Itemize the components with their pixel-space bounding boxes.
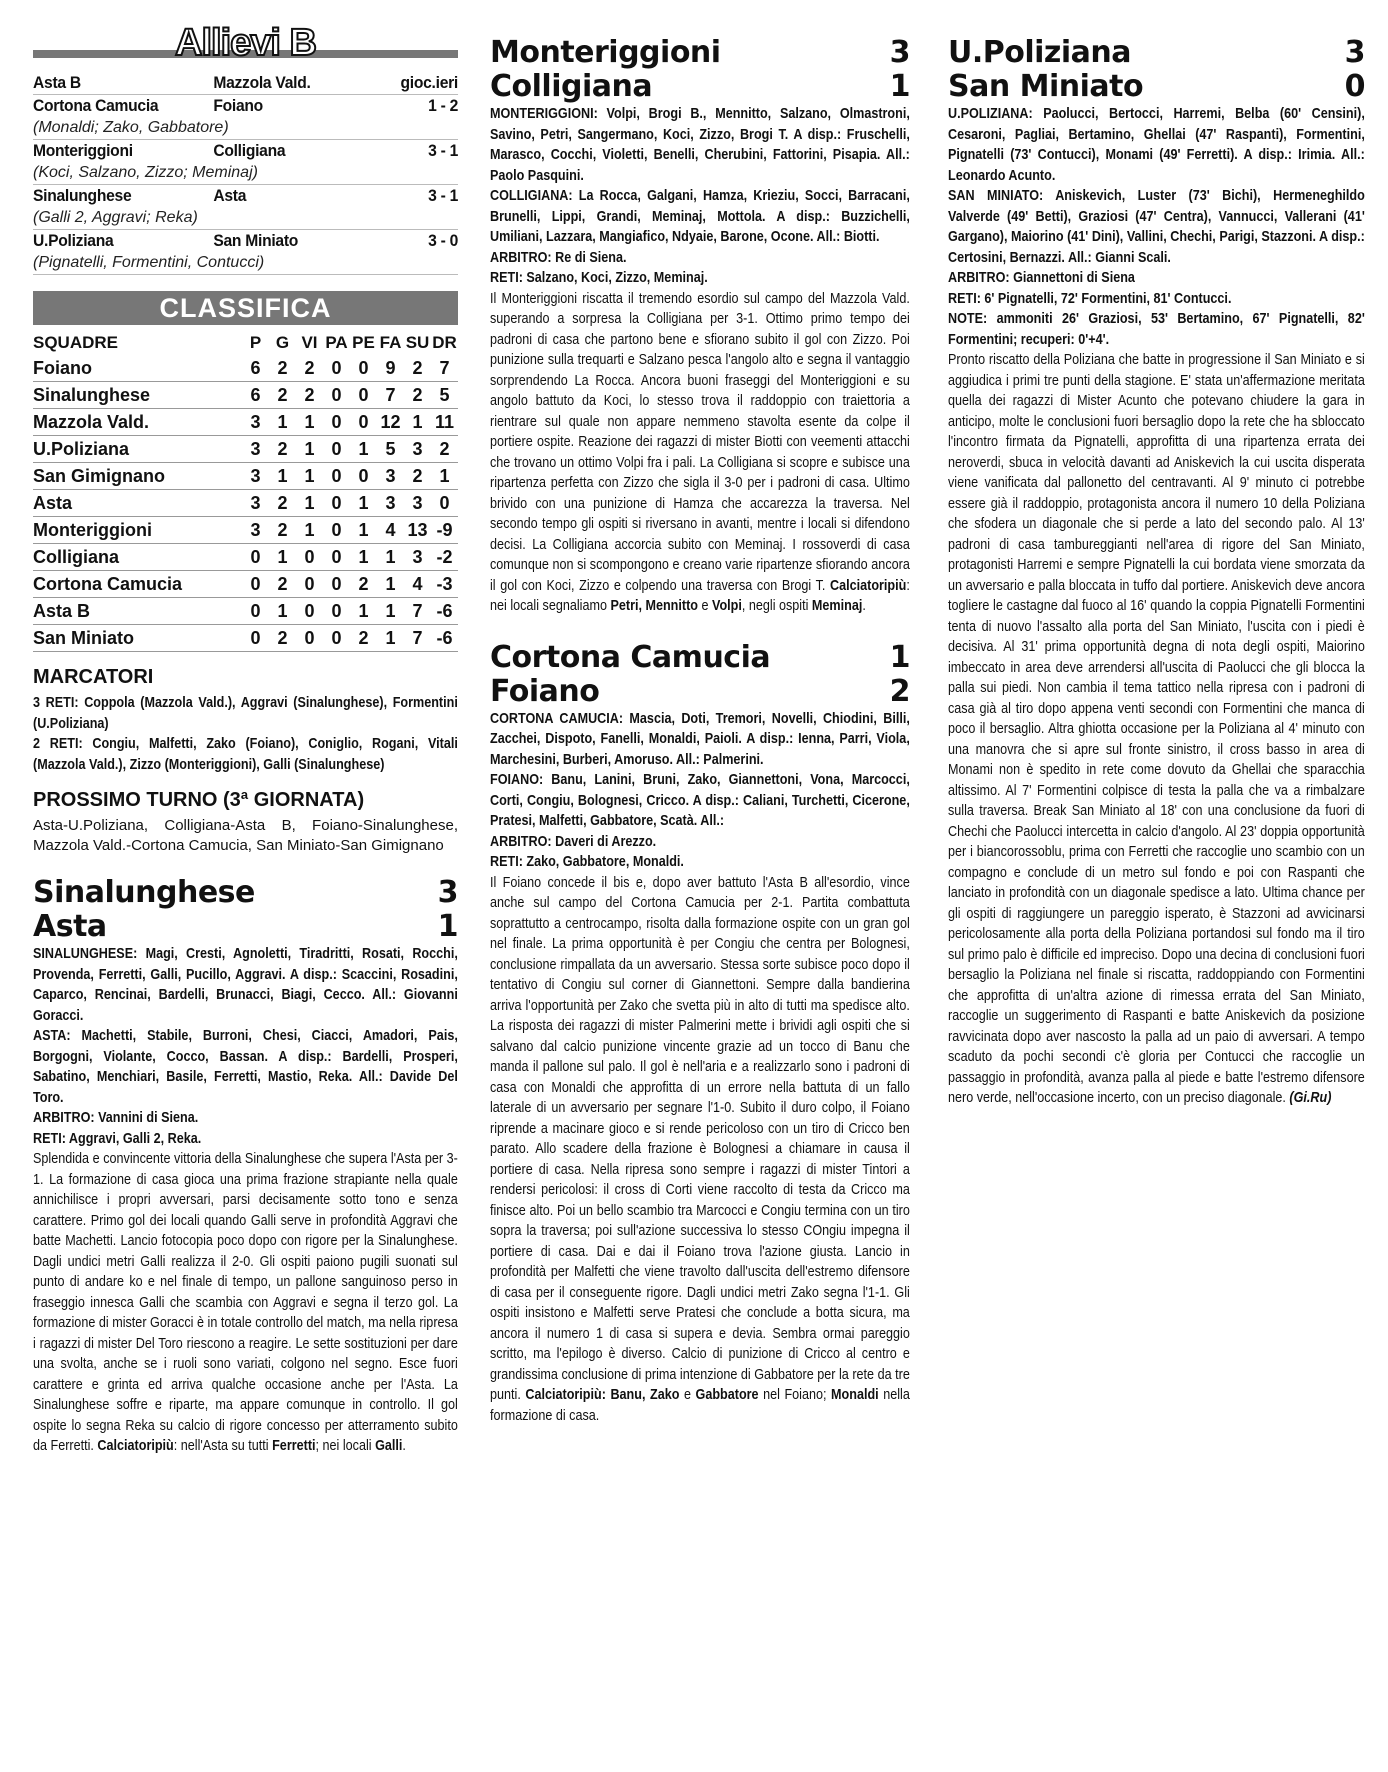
standings-cell: 2 [350, 571, 377, 598]
standings-col-header: PA [325, 333, 348, 352]
team-name: Foiano [33, 355, 242, 382]
team-name: Mazzola Vald. [33, 409, 242, 436]
away-team: Foiano [490, 673, 600, 709]
result-row [33, 185, 458, 207]
standings-row [33, 490, 458, 517]
match-report-sinalunghese [33, 876, 458, 1457]
standings-col-header: FA [379, 333, 402, 352]
result-home: Asta B [33, 73, 81, 92]
standings-cell: 1 [296, 409, 323, 436]
home-lineup: U.POLIZIANA: Paolucci, Bertocci, Harremi, Belba (60' Censini), Cesaroni, Pagliai, Bertamino, Ghellai (47' Raspanti), Formentini, Pignatelli (73' Contucci), Monami (49' Ferretti). A disp.: Irimia. All.: Leonardo Acunto. [948, 105, 1365, 184]
standings-cell: 1 [296, 517, 323, 544]
standings-cell: 3 [404, 436, 431, 463]
result-scorers: (Monaldi; Zako, Gabbatore) [33, 117, 458, 140]
goals: RETI: Zako, Gabbatore, Monaldi. [490, 853, 684, 870]
team-name: Asta B [33, 598, 242, 625]
standings-col-header: SU [405, 333, 430, 352]
standings-cell: 0 [323, 598, 350, 625]
standings-cell: 0 [323, 490, 350, 517]
standings-cell: 2 [404, 463, 431, 490]
match-home-line [33, 876, 458, 910]
standings-col-header: PE [352, 333, 375, 352]
standings-cell: 2 [269, 355, 296, 382]
classifica-heading: CLASSIFICA [33, 291, 458, 325]
standings-col-header: G [275, 333, 290, 352]
standings-row [33, 409, 458, 436]
standings-cell: 1 [350, 544, 377, 571]
standings-row [33, 598, 458, 625]
standings-cell: 13 [404, 517, 431, 544]
standings-cell: 1 [431, 463, 458, 490]
prossimo-text: Asta-U.Poliziana, Colligiana-Asta B, Foiano-Sinalunghese, Mazzola Vald.-Cortona Camucia, San Miniato-San Gimignano [33, 817, 458, 854]
away-score: 0 [1344, 69, 1365, 104]
column-left [33, 22, 459, 1457]
result-away: Asta [213, 186, 247, 205]
standings-col-header: VI [301, 333, 318, 352]
home-score: 1 [889, 639, 910, 675]
goals: RETI: Aggravi, Galli 2, Reka. [33, 1129, 202, 1147]
standings-cell: 2 [269, 490, 296, 517]
away-lineup: FOIANO: Banu, Lanini, Bruni, Zako, Giannettoni, Vona, Marcocci, Corti, Congiu, Bolognesi, Cricco. A disp.: Caliani, Turchetti, Cicerone, Pratesi, Malfetti, Gabbatore, Scatà. All.: [490, 771, 910, 829]
result-home: Monteriggioni [33, 141, 133, 160]
standings-cell: 5 [377, 436, 404, 463]
home-lineup: CORTONA CAMUCIA: Mascia, Doti, Tremori, Novelli, Chiodini, Billi, Zacchei, Dispoto, Fanelli, Monaldi, Paioli. A disp.: Ienna, Parri, Viola, Marchesini, Burberi, Amoruso. All.: Palmerini. [490, 709, 910, 768]
away-score: 1 [437, 909, 458, 944]
result-row [33, 230, 458, 252]
standings-cell: 2 [269, 571, 296, 598]
standings-cell: 0 [350, 463, 377, 490]
match-home-line [490, 641, 910, 675]
standings-cell: 0 [323, 517, 350, 544]
standings-cell: 0 [296, 571, 323, 598]
home-team: U.Poliziana [948, 35, 1132, 70]
standings-cell: -3 [431, 571, 458, 598]
standings-cell: 1 [269, 544, 296, 571]
home-lineup: SINALUNGHESE: Magi, Cresti, Agnoletti, Tiradritti, Rosati, Rocchi, Provenda, Ferretti, Galli, Pucillo, Aggravi. A disp.: Scaccini, Rosadini, Caparco, Rencinai, Bardelli, Brunacci, Biagi, Cecco. All.: Giovanni Goracci. [33, 945, 458, 1024]
standings-cell: 1 [350, 490, 377, 517]
column-right [948, 30, 1365, 1109]
match-article: Il Foiano concede il bis e, dopo aver battuto l'Asta B all'esordio, vince anche sul campo del Cortona Camucia per 2-1. Partita combattuta soprattutto a centrocampo, risolta dalla formazione ospite con un gran gol nel finale. La prima opportunità è per Congiu che centra per Bolognesi, conclusione rimpallata da un avversario. Stessa sorte subisce poco dopo il tentativo di Congiu sul corner di Giannettoni. Sempre dalla bandierina arriva l'opportunità per Zako che svetta più in alto di tutti ma spedisce alto. La risposta dei ragazzi di mister Palmerini mette i brividi agli ospiti che si salvano dal calcio punizione vincente grazie ad un tocco di Banu che manda il pallone sul palo. Il gol è nell'aria e a realizzarlo sono i padroni di casa con Monaldi che approfitta di un errore nella battuta di un fallo laterale di un avversario per segnare l'1-0. Subito il duro colpo, il Foiano riprende a macinare gioco e si rende pericoloso con un tiro di Cricco ben parato. Allo scadere della frazione è Bolognesi a chiamare in causa il portiere di casa. Nella ripresa sono sempre i ragazzi di mister Tintori a rendersi pericolosi: il cross di Corti viene raccolto di testa da Cricco ma finisce alto. Poi un bello scambio tra Marcocci e Congiu termina con un tiro sopra la traversa; poi sull'azione successiva lo stesso COngiu impegna il portiere di casa. Dai e dai il Foiano trova l'azione giusta. Lancio in profondità per Malfetti che viene travolto dall'uscita dell'estremo difensore di casa per il conseguente rigore. Dagli undici metri Zako segna l'1-1. Gli ospiti insistono e Malfetti serve Pratesi che conclude a botta sicura, ma ancora il numero 1 di casa si supera e devia. Sembra ormai pareggio scritto, ma l'epilogo è diverso. Calcio di punizione di Cricco al centro e grandissima conclusione di prima intenzione di Gabbatore per la rete da tre punti. Calciatoripiù: Banu, Zako e Gabbatore nel Foiano; Monaldi nella formazione di casa. [490, 873, 910, 1424]
match-article: Splendida e convincente vittoria della Sinalunghese che supera l'Asta per 3-1. La formazione di casa gioca una prima frazione strapiante nella quale annichilisce i propri avversari, parsi decisamente sotto tono e senza carattere. Primo gol dei locali quando Galli serve in profondità Aggravi che batte Machetti. Lancio fotocopia poco dopo con rigore per la Sinalunghese. Dagli undici metri Galli realizza il 2-0. Gli ospiti paiono pugili suonati sul punto di andare ko e nel finale di tempo, un pallone sanguinoso perso in fraseggio innesca Galli che scambia con Aggravi e segna il terzo gol. La formazione di mister Goracci è in totale controllo del match, ma nella ripresa i ragazzi di mister Del Toro riescono a reagire. Le sette sostituzioni per dare una svolta, anche se i ruoli sono variati, colgono nel segno. Esce fuori carattere e grinta ed arriva qualche occasione anche per l'Asta. La Sinalunghese soffre e riparte, ma appare comunque in controllo. Il gol ospite lo segna Reka su calcio di rigore concesso per atterramento subito da Ferretti. Calciatoripiù: nell'Asta su tutti Ferretti; nei locali Galli. [33, 1150, 458, 1454]
standings-cell: 0 [350, 409, 377, 436]
match-report-poliziana [948, 36, 1365, 1109]
standings-row [33, 625, 458, 652]
prossimo-heading: PROSSIMO TURNO (3ª GIORNATA) [33, 789, 365, 811]
standings-cell: 6 [242, 355, 269, 382]
notes: NOTE: ammoniti 26' Graziosi, 53' Bertamino, 67' Pignatelli, 82' Formentini; recuperi: 0'+4'. [948, 310, 1365, 348]
team-name: San Gimignano [33, 463, 242, 490]
referee: ARBITRO: Daveri di Arezzo. [490, 832, 657, 850]
home-score: 3 [889, 35, 910, 70]
standings-cell: 2 [431, 436, 458, 463]
section-banner [33, 22, 458, 64]
standings-cell: 6 [242, 382, 269, 409]
standings-row [33, 355, 458, 382]
home-team: Cortona Camucia [490, 639, 771, 675]
match-report-monteriggioni [490, 36, 910, 617]
standings-cell: 1 [377, 625, 404, 652]
standings-cell: 1 [296, 490, 323, 517]
standings-cell: 1 [296, 436, 323, 463]
standings-cell: 2 [269, 382, 296, 409]
away-score: 1 [889, 69, 910, 104]
result-home: Cortona Camucia [33, 96, 159, 115]
referee: ARBITRO: Vannini di Siena. [33, 1109, 199, 1126]
standings-cell: 0 [431, 490, 458, 517]
standings-col-header: DR [432, 333, 457, 352]
standings-cell: 3 [377, 490, 404, 517]
standings-cell: 0 [323, 463, 350, 490]
standings-cell: 0 [242, 598, 269, 625]
standings-row [33, 382, 458, 409]
away-score: 2 [889, 673, 910, 709]
home-score: 3 [437, 875, 458, 910]
result-score: 1 - 2 [428, 96, 459, 115]
standings-row [33, 436, 458, 463]
standings-cell: 9 [377, 355, 404, 382]
standings-cell: 3 [242, 517, 269, 544]
standings-cell: 5 [431, 382, 458, 409]
result-away: San Miniato [213, 231, 299, 250]
standings-cell: 7 [431, 355, 458, 382]
signature: (Gi.Ru) [1289, 1089, 1332, 1106]
result-score: 3 - 1 [428, 186, 459, 205]
standings-cell: 0 [323, 571, 350, 598]
standings-cell: 7 [404, 598, 431, 625]
referee: ARBITRO: Re di Siena. [490, 248, 627, 266]
team-name: Asta [33, 490, 242, 517]
match-report-cortona [490, 641, 910, 1427]
match-away-line [490, 675, 910, 709]
results-list [33, 72, 458, 275]
standings-cell: -6 [431, 598, 458, 625]
standings-row [33, 571, 458, 598]
standings-cell: 2 [404, 355, 431, 382]
standings-cell: 3 [404, 544, 431, 571]
standings-cell: 3 [242, 490, 269, 517]
standings-cell: 1 [377, 598, 404, 625]
standings-row [33, 544, 458, 571]
home-score: 3 [1344, 35, 1365, 70]
standings-cell: 1 [350, 598, 377, 625]
result-score: gioc.ieri [400, 73, 459, 92]
result-away: Foiano [213, 96, 263, 115]
standings-cell: 4 [377, 517, 404, 544]
result-scorers: (Koci, Salzano, Zizzo; Meminaj) [33, 162, 458, 185]
standings-table [33, 331, 458, 652]
standings-cell: 12 [377, 409, 404, 436]
marcatori-heading: MARCATORI [33, 666, 154, 688]
result-row [33, 72, 458, 95]
standings-cell: 2 [296, 355, 323, 382]
away-team: Asta [33, 909, 107, 944]
standings-row [33, 517, 458, 544]
match-article: Il Monteriggioni riscatta il tremendo esordio sul campo del Mazzola Vald. superando a sorpresa la Colligiana per 3-1. Ottimo primo tempo dei padroni di casa che partono bene e sfiorano subito il gol con Zizzo. Poi punizione sulla trequarti e Salzano pesca l'angolo alto e segna il vantaggio sorprendendo La Rocca. Ancora buoni fraseggi del Monteriggioni e su angolo battuto da Koci, lo stesso trova il raddoppio con traiettoria a rientrare sul quale non appare nemmeno stavolta esente da colpe il portiere ospite. Reazione dei ragazzi di mister Biotti con veementi attacchi che trovano un ottimo Volpi fra i pali. La Colligiana si scopre e subisce una ripartenza perfetta con Zizzo che sigla il 3-0 per i padroni di casa. Ultimo brivido con una punizione di Hamza che accarezza la traversa. Nel secondo tempo gli ospiti si riversano in avanti, mentre i locali si difendono decisi. La Colligiana accorcia subito con Meminaj. I rossoverdi di casa comunque non si scompongono e creano varie ripartenze sfiorando ancora il gol con Koci, Zizzo e colpendo una traversa con Brogi T. Calciatoripiù: nei locali segnaliamo Petri, Mennitto e Volpi, negli ospiti Meminaj. [490, 289, 910, 614]
match-away-line [33, 910, 458, 944]
standings-col-header: P [249, 333, 262, 352]
standings-cell: 0 [296, 598, 323, 625]
team-name: U.Poliziana [33, 436, 242, 463]
team-name: Monteriggioni [33, 517, 242, 544]
result-scorers: (Pignatelli, Formentini, Contucci) [33, 252, 458, 275]
home-team: Sinalunghese [33, 875, 255, 910]
team-name: Colligiana [33, 544, 242, 571]
standings-cell: 0 [296, 625, 323, 652]
standings-cell: 1 [404, 409, 431, 436]
result-score: 3 - 0 [428, 231, 459, 250]
match-away-line [948, 70, 1365, 104]
column-middle [490, 30, 910, 1426]
standings-cell: 3 [377, 463, 404, 490]
result-score: 3 - 1 [428, 141, 459, 160]
standings-cell: 1 [269, 463, 296, 490]
away-lineup: COLLIGIANA: La Rocca, Galgani, Hamza, Krieziu, Socci, Barracani, Brunelli, Lippi, Grandi, Meminaj, Mottola. A disp.: Buzzichelli, Umiliani, Lazzara, Mangiafico, Ndyaie, Barone, Ocone. All.: Biotti. [490, 187, 910, 245]
standings-cell: 0 [323, 544, 350, 571]
standings-cell: 0 [242, 544, 269, 571]
team-name: San Miniato [33, 625, 242, 652]
away-team: Colligiana [490, 69, 653, 104]
page-title: Allievi B [175, 22, 316, 64]
standings-cell: 3 [404, 490, 431, 517]
standings-cell: 0 [323, 355, 350, 382]
result-away: Colligiana [213, 141, 286, 160]
match-article: Pronto riscatto della Poliziana che batte in progressione il San Miniato e si aggiudica i primi tre punti della stagione. E' stata un'affermazione meritata quella dei ragazzi di Mister Acunto che potevano chiudere la gara in anticipo, molte le conclusioni fuori bersaglio dopo la rete che ha sbloccato l'incontro firmata da Pignatelli, approfitta di una ripartenza errata dei neroverdi, sbuca in velocità davanti ad Aniskevich la cui uscita disperata viene vanificata dal pallonetto del centravanti. Al 9' minuto ci potrebbe essere già il raddoppio, protagonista ancora il numero 10 della Poliziana che sfodera un diagonale che si perde a lato del secondo palo. Al 13' padroni di casa tambureggianti nell'area di rigore del San Miniato, protagonisti Harremi e sempre Pignatelli la cui bordata viene smorzata da un avversario e palla bloccata in tuffo dal portiere. Aniskevich deve ancora togliere le castagne dal fuoco al 16' quando la coppia Pignatelli Formentini tenta di nuovo l'assalto alla porta del San Miniato, l'uscita con i piedi è decisiva. Al 31' prima opportunità degna di nota degli ospiti, Maiorino imbeccato in area deve arrendersi all'uscita di Paolucci che gli blocca la palla sui piedi. Non cambia il tema tattico nella ripresa con i padroni di casa già al tiro dopo appena venti secondi con Formentini che manca di poco il bersaglio. Altra ghiotta occasione per la Poliziana al 4' minuto con una manovra che si apre sul fronte sinistro, il cross basso in area di Monami non è spedito in rete come dovuto da Ghellai che sparacchia altissimo. Al 7' Formentini colpisce di testa la palla che va a rimbalzare sulla traversa. Break San Miniato al 18' con una conclusione da fuori di Chechi che Paolucci intercetta in calcio d'angolo. Al 23' doppia opportunità per i biancorossoblu, prima con Ferretti che raccoglie uno scambio con un compagno e conclude di un metro sul fondo e poi con Raspanti che lanciato in profondità con un diagonale spedisce a lato. Ultima chance per gli ospiti di raggiungere un pareggio isperato, è Stazzoni ad avvicinarsi pericolosamente alla porta della Poliziana portandosi sul fondo ma il tiro sul primo palo è difficile ed impreciso. Dopo una decina di conclusioni fuori bersaglio la Poliziana nel finale si riscatta, raddoppiando con Formentini che approfitta di un'altra azione di rimessa errata del San Miniato, raccoglie un suggerimento di Raspanti e batte Aniskevich da posizione ravvicinata dopo aver nascosto la palla ad un paio di avversari. A tempo scaduto da pochi secondi c'è gloria per Contucci che raccoglie un passaggio in profondità, avanza palla al piede e batte l'estremo difensore nero verde, nell'occasione incerto, con un preciso diagonale. (Gi.Ru) [948, 351, 1365, 1106]
referee: ARBITRO: Giannettoni di Siena [948, 269, 1135, 286]
standings-cell: 3 [242, 436, 269, 463]
standings-cell: 11 [431, 409, 458, 436]
standings-cell: 0 [323, 625, 350, 652]
standings-cell: 0 [242, 571, 269, 598]
standings-cell: 0 [350, 355, 377, 382]
team-name: Sinalunghese [33, 382, 242, 409]
away-team: San Miniato [948, 69, 1144, 104]
standings-cell: 3 [242, 463, 269, 490]
home-lineup: MONTERIGGIONI: Volpi, Brogi B., Mennitto, Salzano, Olmastroni, Savino, Petri, Sangermano, Koci, Zizzo, Brogi T. A disp.: Fruschelli, Marasco, Cocchi, Violetti, Benelli, Cherubini, Fattorini, Pisapia. All.: Paolo Pasquini. [490, 105, 910, 184]
standings-cell: 3 [242, 409, 269, 436]
match-home-line [948, 36, 1365, 70]
standings-cell: 2 [296, 382, 323, 409]
standings-cell: 0 [242, 625, 269, 652]
home-team: Monteriggioni [490, 35, 721, 70]
standings-cell: 2 [404, 382, 431, 409]
standings-cell: 1 [350, 517, 377, 544]
standings-cell: 1 [377, 544, 404, 571]
standings-cell: 2 [269, 517, 296, 544]
standings-row [33, 463, 458, 490]
standings-cell: -2 [431, 544, 458, 571]
result-away: Mazzola Vald. [213, 73, 311, 92]
team-name: Cortona Camucia [33, 571, 242, 598]
away-lineup: ASTA: Machetti, Stabile, Burroni, Chesi, Ciacci, Amadori, Pais, Borgogni, Violante, Cocco, Bassan. A disp.: Bardelli, Prosperi, Sabatino, Menchiari, Basile, Ferretti, Mastio, Reka. All.: Davide Del Toro. [33, 1027, 458, 1106]
standings-cell: -9 [431, 517, 458, 544]
standings-cell: 1 [377, 571, 404, 598]
standings-cell: 1 [350, 436, 377, 463]
away-lineup: SAN MINIATO: Aniskevich, Luster (73' Bichi), Hermeneghildo Valverde (49' Betti), Graziosi (47' Centra), Vannucci, Vallerani (41' Gargano), Maiorino (41' Dini), Vallini, Chechi, Parigi, Stazzoni. A disp.: Certosini, Bernazzi. All.: Gianni Scali. [948, 187, 1365, 266]
result-home: U.Poliziana [33, 231, 114, 250]
standings-cell: 0 [323, 409, 350, 436]
standings-cell: 0 [323, 382, 350, 409]
match-home-line [490, 36, 910, 70]
standings-cell: 0 [350, 382, 377, 409]
result-scorers: (Galli 2, Aggravi; Reka) [33, 207, 458, 230]
result-row [33, 140, 458, 162]
goals: RETI: Salzano, Koci, Zizzo, Meminaj. [490, 269, 708, 286]
standings-cell: 7 [404, 625, 431, 652]
standings-cell: 0 [296, 544, 323, 571]
marcatori-line: 3 RETI: Coppola (Mazzola Vald.), Aggravi (Sinalunghese), Formentini (U.Poliziana) [33, 694, 458, 732]
marcatori-line: 2 RETI: Congiu, Malfetti, Zako (Foiano), Coniglio, Rogani, Vitali (Mazzola Vald.), Zizzo (Monteriggioni), Galli (Sinalunghese) [33, 735, 458, 773]
standings-cell: 2 [269, 436, 296, 463]
result-row [33, 95, 458, 117]
standings-cell: 0 [323, 436, 350, 463]
standings-cell: 1 [269, 409, 296, 436]
match-away-line [490, 70, 910, 104]
standings-cell: 1 [269, 598, 296, 625]
standings-col-header: SQUADRE [33, 333, 119, 352]
standings-cell: 7 [377, 382, 404, 409]
result-home: Sinalunghese [33, 186, 132, 205]
standings-header [33, 331, 458, 355]
standings-cell: 4 [404, 571, 431, 598]
goals: RETI: 6' Pignatelli, 72' Formentini, 81' Contucci. [948, 289, 1232, 307]
standings-cell: 2 [269, 625, 296, 652]
standings-cell: 2 [350, 625, 377, 652]
standings-cell: 1 [296, 463, 323, 490]
standings-cell: -6 [431, 625, 458, 652]
